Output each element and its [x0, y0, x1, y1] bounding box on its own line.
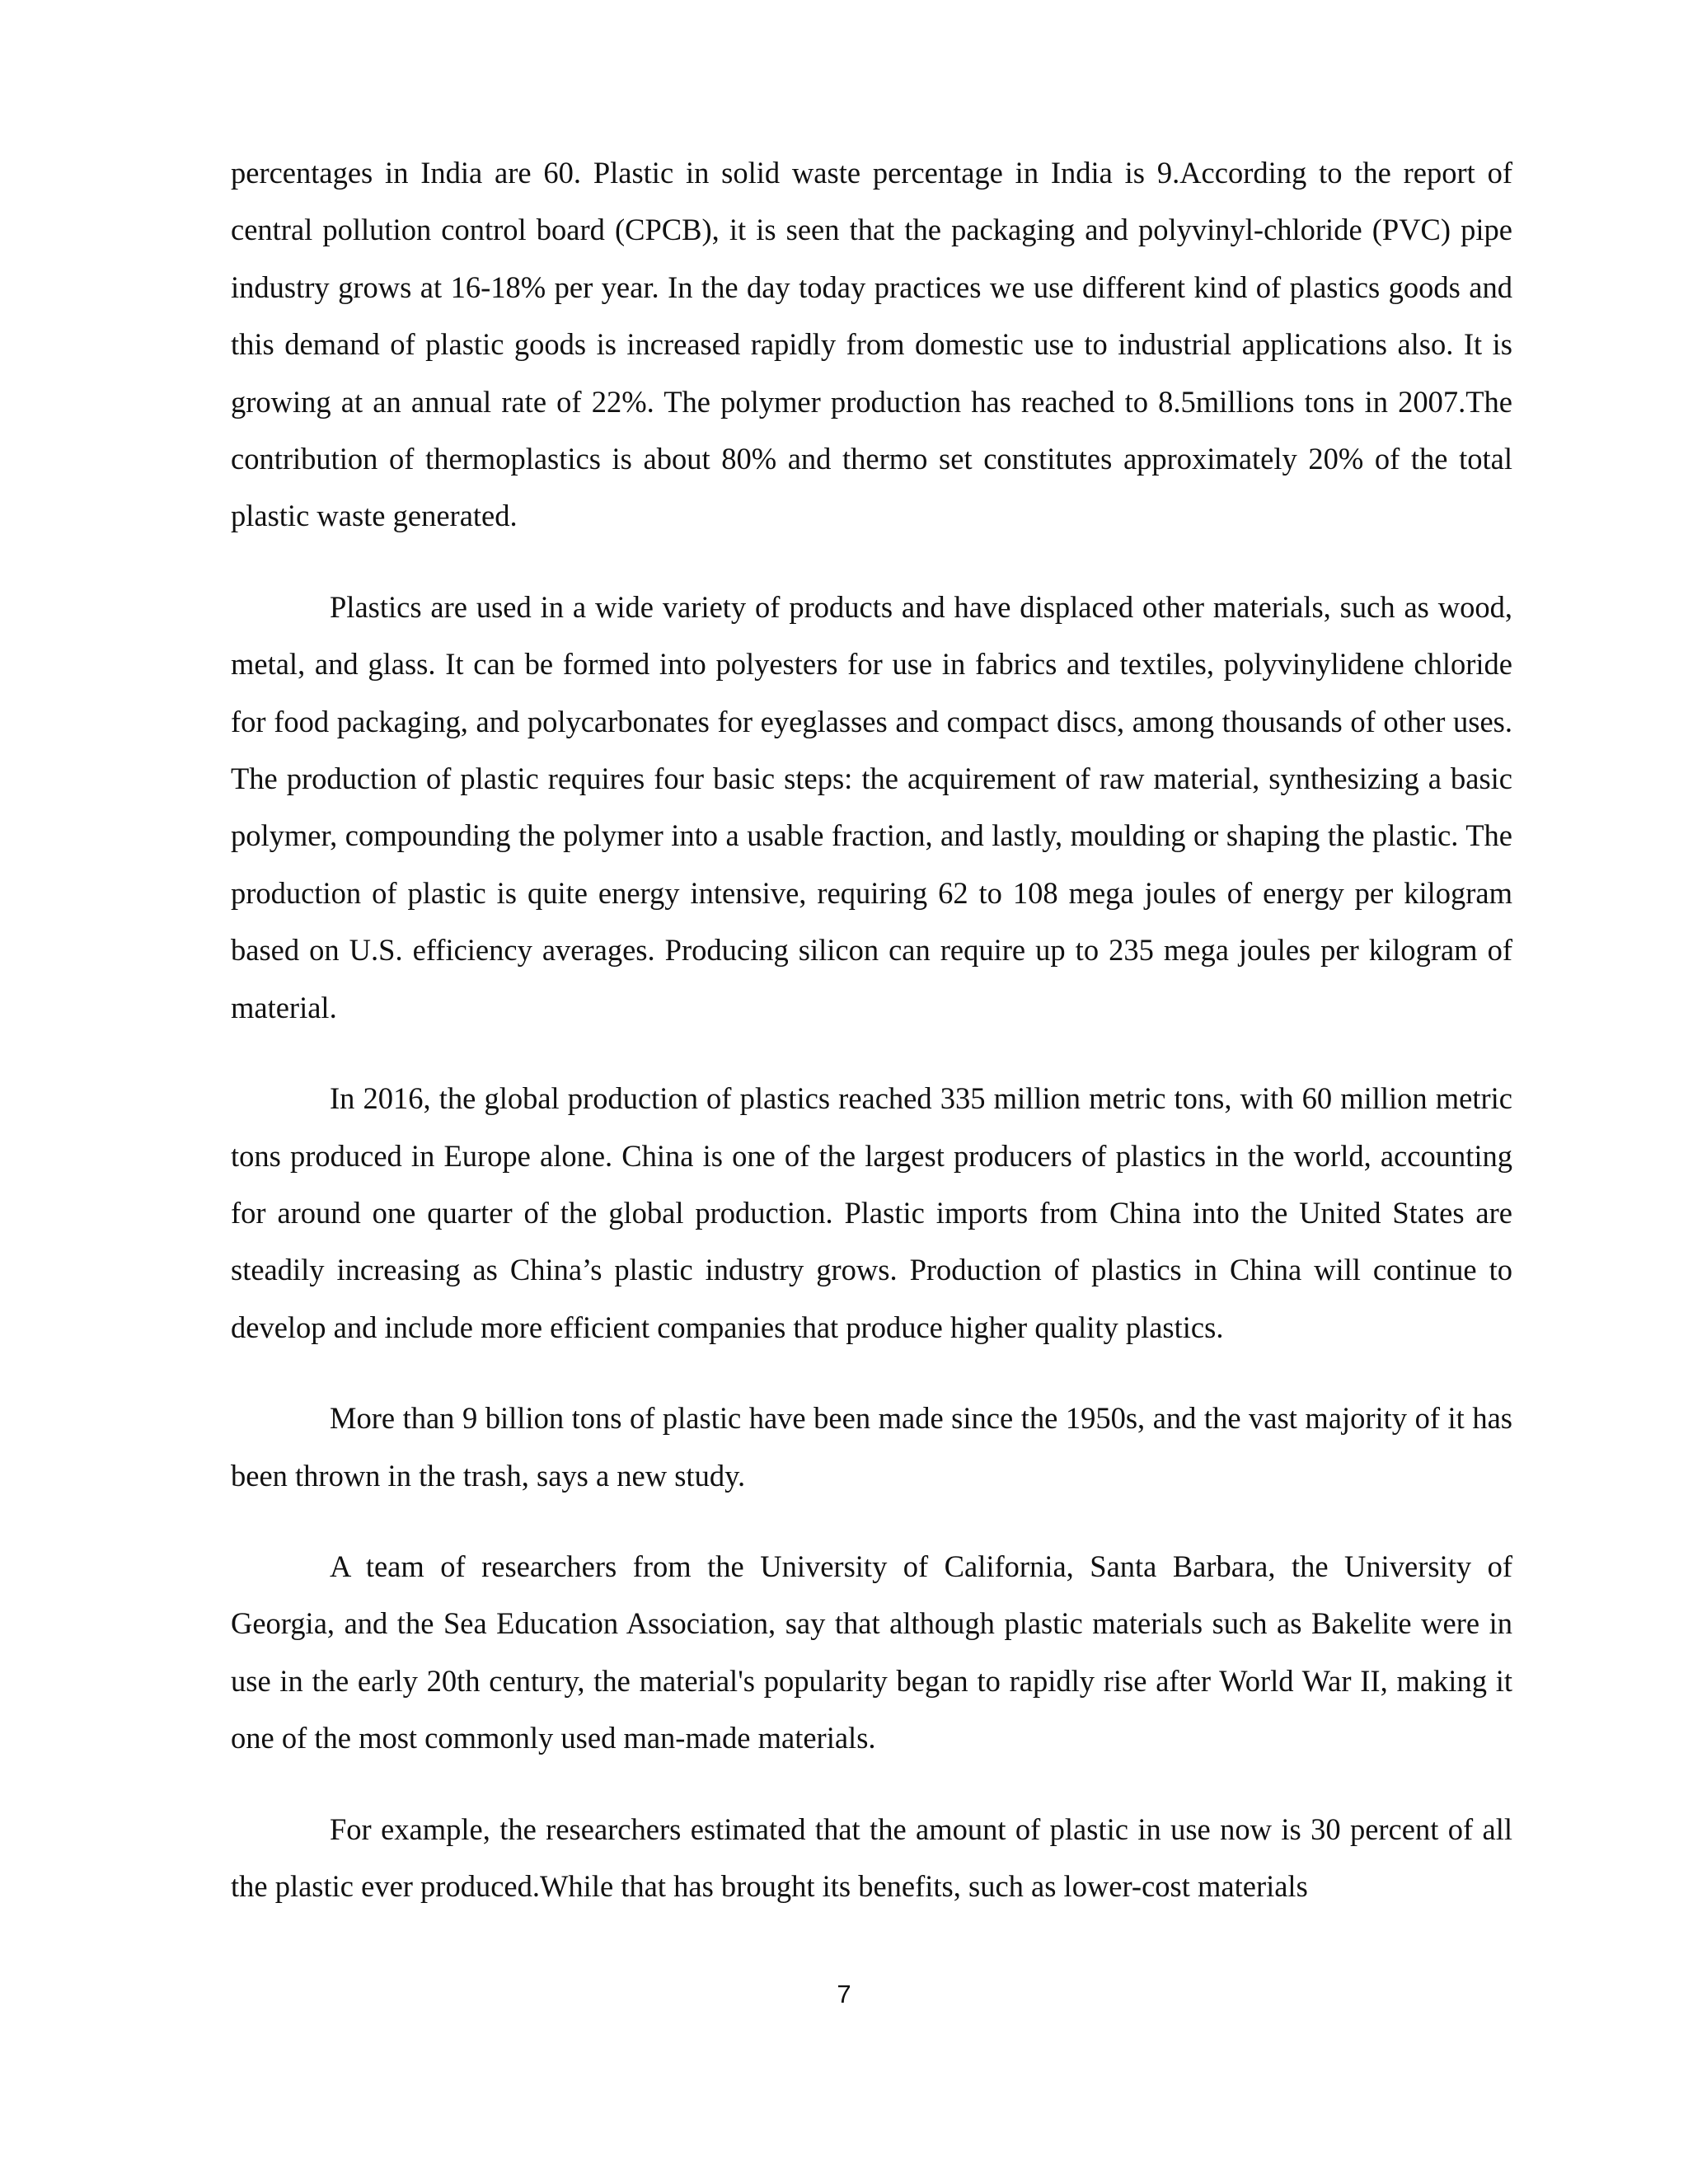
paragraph-6: For example, the researchers estimated that the amount of plastic in use now is 30 percent of all the plastic ever produced.While that has brought its benefits, such as lower-cost materials [231, 1811, 1512, 1903]
body-text [231, 144, 1512, 1948]
page-number: 7 [837, 1980, 851, 2008]
paragraph-5: A team of researchers from the University of California, Santa Barbara, the University of Georgia, and the Sea Education Association, say that although plastic materials such as Bakelite were in use in the early 20th century, the material's popularity began to rapidly rise after World War II, making it one of the most commonly used man-made materials. [231, 1549, 1512, 1755]
paragraph-1: percentages in India are 60. Plastic in solid waste percentage in India is 9.According to the report of central pollution control board (CPCB), it is seen that the packaging and polyvinyl-chloride (PVC) pipe industry grows at 16-18% per year. In the day today practices we use different kind of plastics goods and this demand of plastic goods is increased rapidly from domestic use to industrial applications also. It is growing at an annual rate of 22%. The polymer production has reached to 8.5millions tons in 2007.The contribution of thermoplastics is about 80% and thermo set constitutes approximately 20% of the total plastic waste generated. [231, 156, 1512, 533]
paragraph-2: Plastics are used in a wide variety of products and have displaced other materials, such as wood, metal, and glass. It can be formed into polyesters for use in fabrics and textiles, polyvinylidene chloride for food packaging, and polycarbonates for eyeglasses and compact discs, among thousands of other uses. The production of plastic requires four basic steps: the acquirement of raw material, synthesizing a basic polymer, compounding the polymer into a usable fraction, and lastly, moulding or shaping the plastic. The production of plastic is quite energy intensive, requiring 62 to 108 mega joules of energy per kilogram based on U.S. efficiency averages. Producing silicon can require up to 235 mega joules per kilogram of material. [231, 589, 1512, 1024]
paragraph-3: In 2016, the global production of plastics reached 335 million metric tons, with 60 million metric tons produced in Europe alone. China is one of the largest producers of plastics in the world, accounting for around one quarter of the global production. Plastic imports from China into the United States are steadily increasing as China’s plastic industry grows. Production of plastics in China will continue to develop and include more efficient companies that produce higher quality plastics. [231, 1081, 1512, 1344]
paragraph-4: More than 9 billion tons of plastic have been made since the 1950s, and the vast majority of it has been thrown in the trash, says a new study. [231, 1401, 1512, 1493]
